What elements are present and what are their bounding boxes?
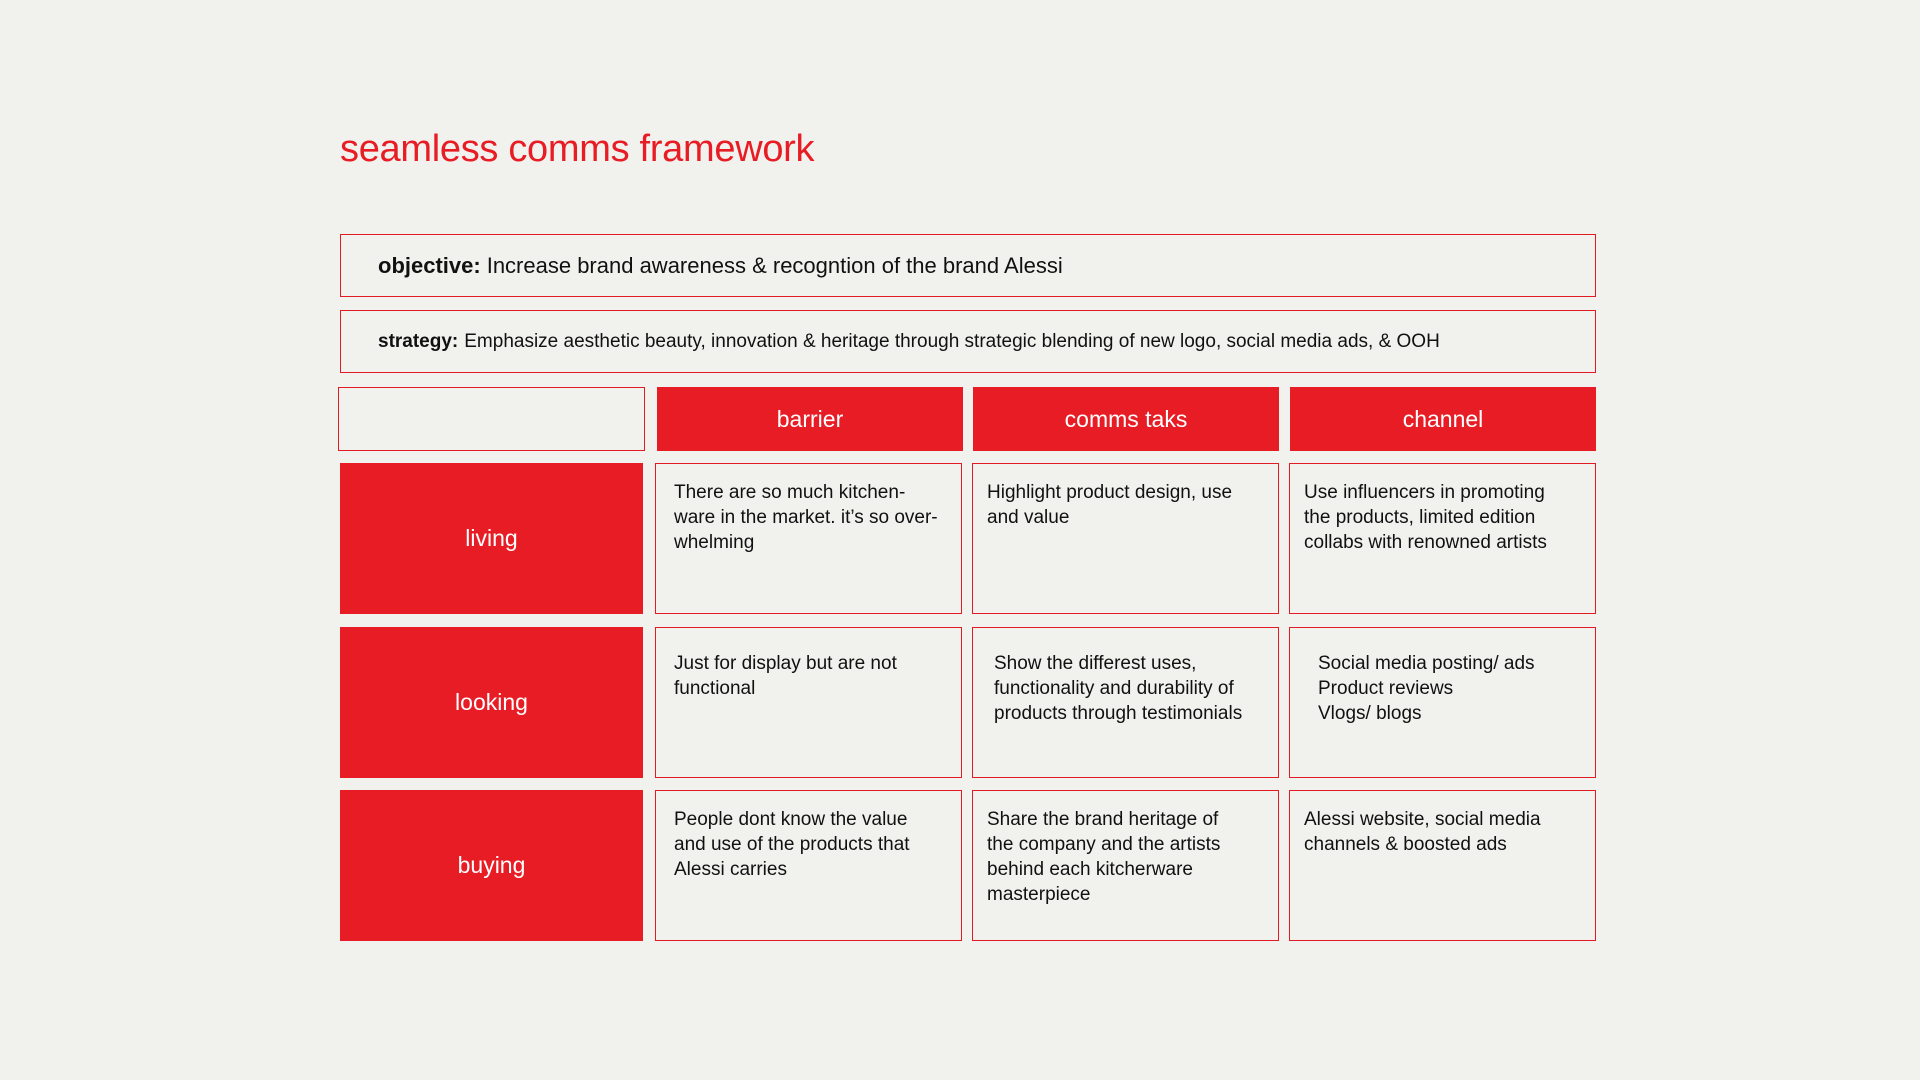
objective-label: objective: [378, 252, 481, 278]
cell-living-comms: Highlight product design, use and value [972, 463, 1279, 614]
cell-buying-barrier: People dont know the value and use of the products that Alessi carries [655, 790, 962, 941]
page-title: seamless comms framework [340, 128, 815, 170]
cell-living-barrier: There are so much kitchen- ware in the market. it’s so over- whelming [655, 463, 962, 614]
row-label-looking: looking [340, 627, 643, 778]
cell-looking-channel: Social media posting/ ads Product reviews Vlogs/ blogs [1289, 627, 1596, 778]
strategy-label: strategy: [378, 330, 459, 352]
objective-text: Increase brand awareness & recogntion of the brand Alessi [486, 252, 1063, 278]
header-comms-taks: comms taks [973, 387, 1279, 451]
row-label-living: living [340, 463, 643, 614]
cell-buying-comms: Share the brand heritage of the company and the artists behind each kitcherware masterpiece [972, 790, 1279, 941]
objective-box [340, 234, 1596, 297]
header-barrier: barrier [657, 387, 963, 451]
strategy-box [340, 310, 1596, 373]
cell-buying-channel: Alessi website, social media channels & boosted ads [1289, 790, 1596, 941]
cell-looking-comms: Show the differest uses, functionality and durability of products through testimonials [972, 627, 1279, 778]
strategy-text: Emphasize aesthetic beauty, innovation & heritage through strategic blending of new logo, social media ads, & OOH [464, 330, 1440, 352]
header-channel: channel [1290, 387, 1596, 451]
corner-cell [338, 387, 645, 451]
cell-living-channel: Use influencers in promoting the products, limited edition collabs with renowned artists [1289, 463, 1596, 614]
row-label-buying: buying [340, 790, 643, 941]
cell-looking-barrier: Just for display but are not functional [655, 627, 962, 778]
